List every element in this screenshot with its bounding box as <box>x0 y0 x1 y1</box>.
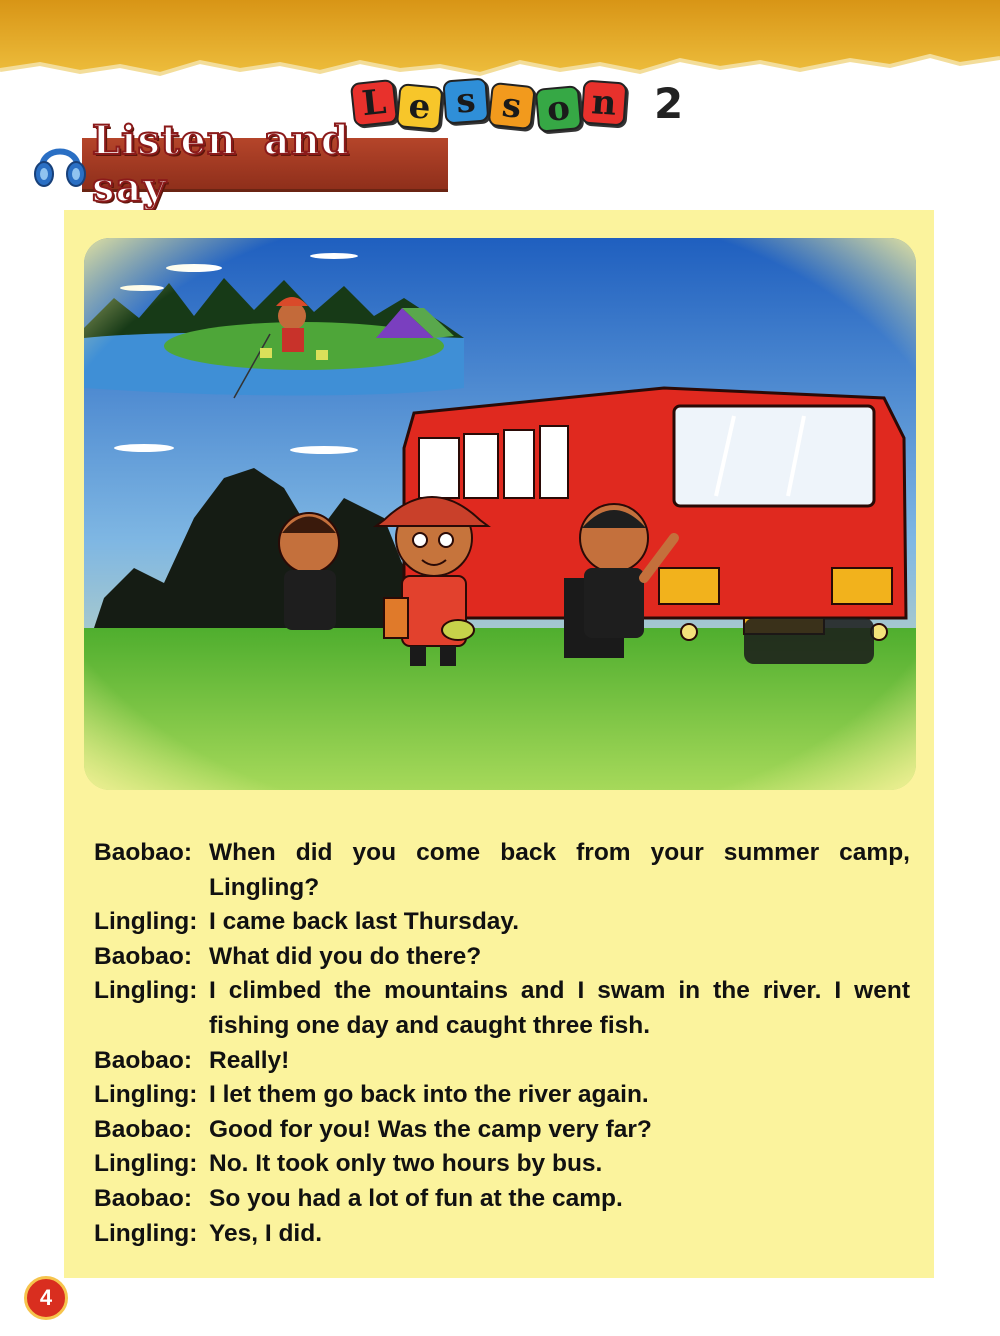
lesson-number: 2 <box>654 78 684 128</box>
speaker-name: Lingling: <box>94 1150 198 1178</box>
speaker-name: Lingling: <box>94 1219 198 1247</box>
speech-text: I came back last Thursday. <box>209 908 520 936</box>
lesson-letter-tile: e <box>396 83 444 131</box>
speaker-name: Baobao: <box>94 839 192 866</box>
section-title: Listen and say <box>92 116 350 211</box>
dialogue-line <box>94 1147 910 1182</box>
speaker-name: Baobao: <box>94 1184 192 1212</box>
dialogue-line <box>94 1113 910 1148</box>
lesson-letter-tile: s <box>442 78 489 125</box>
lesson-letter-tile: n <box>581 80 628 127</box>
speech-text: I climbed the mountains and I swam in the river. I went fishing one day and caught three fish. <box>209 977 910 1039</box>
dialogue-line <box>94 1182 910 1217</box>
speaker-name: Lingling: <box>94 977 198 1005</box>
dialogue-line <box>94 1044 910 1079</box>
speech-text: When did you come back from your summer camp, Lingling? <box>209 839 910 901</box>
speaker-name: Baobao: <box>94 942 192 970</box>
speech-text: Yes, I did. <box>209 1219 323 1247</box>
speech-text: Really! <box>209 1046 290 1074</box>
speech-text: What did you do there? <box>209 942 482 970</box>
dialogue <box>94 836 910 1251</box>
speaker-name: Baobao: <box>94 1046 192 1074</box>
section-banner <box>82 116 448 211</box>
speech-text: So you had a lot of fun at the camp. <box>209 1184 623 1212</box>
dialogue-line <box>94 836 910 905</box>
headphone-icon[interactable] <box>32 134 88 198</box>
lesson-letter-tile: o <box>535 85 583 133</box>
speech-text: No. It took only two hours by bus. <box>209 1150 603 1178</box>
page-number: 4 <box>24 1276 68 1320</box>
speech-text: Good for you! Was the camp very far? <box>209 1115 652 1143</box>
lesson-letter-tile: L <box>350 79 398 127</box>
dialogue-line <box>94 905 910 940</box>
speaker-name: Lingling: <box>94 908 198 936</box>
dialogue-line <box>94 940 910 975</box>
lesson-letter-tile: s <box>488 82 536 130</box>
dialogue-line <box>94 974 910 1043</box>
section-header <box>32 116 452 211</box>
speaker-name: Lingling: <box>94 1081 198 1109</box>
dialogue-line <box>94 1217 910 1252</box>
speaker-name: Baobao: <box>94 1115 192 1143</box>
dialogue-line <box>94 1078 910 1113</box>
speech-text: I let them go back into the river again. <box>209 1081 649 1109</box>
summer-camp-bus-scene <box>84 238 916 790</box>
